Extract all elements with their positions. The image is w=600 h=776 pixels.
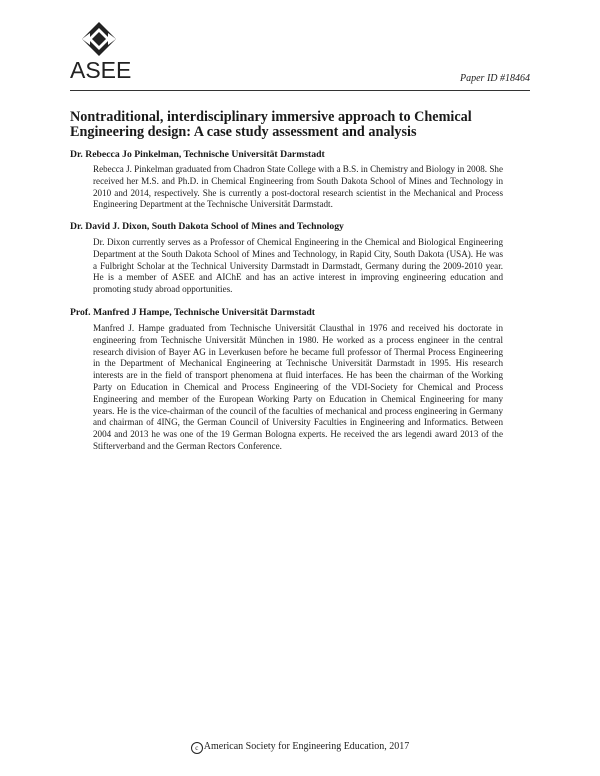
header-rule (70, 90, 530, 91)
paper-id: Paper ID #18464 (460, 73, 530, 84)
logo-text: ASEE (70, 57, 132, 83)
copyright-icon: c (191, 742, 203, 754)
author-bio: Rebecca J. Pinkelman graduated from Chadron State College with a B.S. in Chemistry and Biology in 2008. She received her M.S. and Ph.D. in Chemical Engineering from South Dakota School of Mines and Technology in 2010 and 2014, respectively. She is currently a post-doctoral research scientist in the Mechanical and Process Engineering Department at the Technische Universität Darmstadt. (93, 164, 503, 210)
footer-text: American Society for Engineering Education, 2017 (203, 741, 410, 752)
footer (0, 741, 600, 754)
paper-title: Nontraditional, interdisciplinary immersive approach to Chemical Engineering design: A case study assessment and analysis (70, 109, 472, 140)
author-bio: Dr. Dixon currently serves as a Professor of Chemical Engineering in the Chemical and Biological Engineering Department at the South Dakota School of Mines and Technology, in Rapid City, South Dakota (USA). He was a Fulbright Scholar at the Technical University Darmstadt in Darmstadt, Germany during the 2009-2010 year. He is a member of ASEE and AIChE and has an active interest in improving engineering education and promoting study abroad opportunities. (93, 237, 503, 295)
author-name: Dr. David J. Dixon, South Dakota School of Mines and Technology (70, 221, 344, 232)
author-bio: Manfred J. Hampe graduated from Technische Universität Clausthal in 1976 and received his doctorate in engineering from Technische Universität München in 1980. He worked as a process engineer in the central research division of Bayer AG in Leverkusen before he became full professor of Thermal Process Engineering in the Department of Mechanical Engineering at Technische Universität Darmstadt in 1995. His research interests are in the field of transport phenomena at fluid interfaces. He has been the chairman of the Working Party on Education in Chemical and Process Engineering of the VDI-Society for Chemical and Process Engineering and member of the European Working Party on Education in Chemical Engineering for many years. He is the vice-chairman of the council of the faculties of mechanical and process engineering in Germany and chairman of 4ING, the German Council of University Faculties in Engineering and Informatics. Between 2004 and 2013 he was one of the 19 German Bologna experts. He received the ars legendi award 2013 of the Stifterverband and the German Rectors Conference. (93, 323, 503, 451)
asee-logo (70, 22, 130, 81)
author-name: Dr. Rebecca Jo Pinkelman, Technische Universität Darmstadt (70, 149, 325, 160)
asee-logo-icon (82, 22, 116, 56)
author-name: Prof. Manfred J Hampe, Technische Universität Darmstadt (70, 307, 316, 318)
